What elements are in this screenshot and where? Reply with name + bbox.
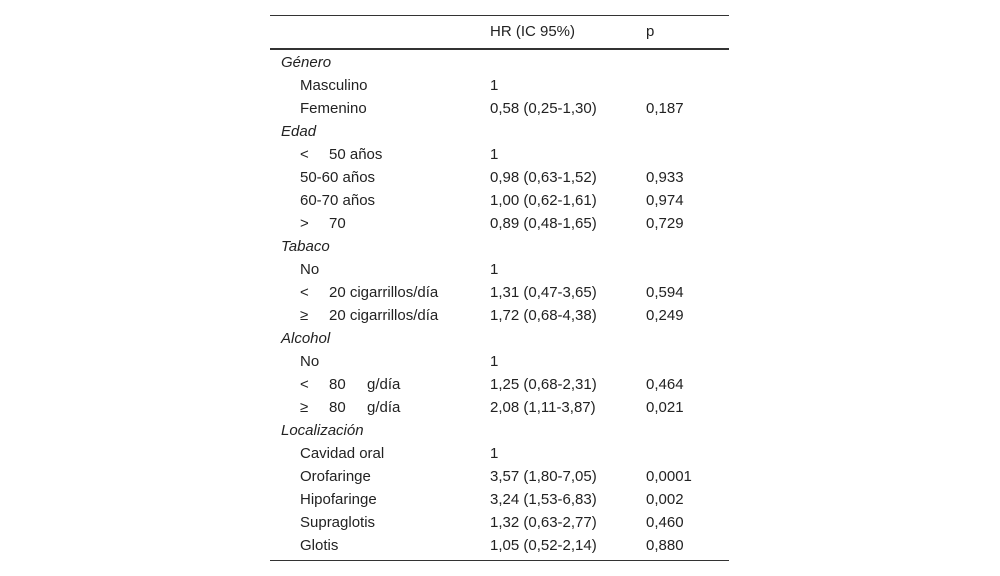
row-hr: 1 — [490, 445, 499, 462]
row-label: Hipofaringe — [300, 491, 377, 508]
table-row — [270, 465, 729, 488]
row-hr: 0,89 (0,48-1,65) — [490, 215, 597, 232]
hazard-ratio-table — [270, 15, 729, 561]
group-label: Localización — [281, 422, 364, 439]
row-p: 0,002 — [646, 491, 684, 508]
group-label: Edad — [281, 123, 317, 140]
row-hr: 1,31 (0,47-3,65) — [490, 284, 597, 301]
row-hr: 1 — [490, 353, 499, 370]
row-p: 0,933 — [646, 169, 684, 186]
comparison-symbol: < — [300, 146, 309, 163]
table-row — [270, 74, 729, 97]
row-label: 20 cigarrillos/día — [329, 284, 439, 301]
table-row — [270, 488, 729, 511]
row-label: Femenino — [300, 100, 367, 117]
comparison-symbol: < — [300, 284, 309, 301]
header-hr: HR (IC 95%) — [490, 23, 576, 40]
row-p: 0,0001 — [646, 468, 692, 485]
row-hr: 3,24 (1,53-6,83) — [490, 491, 597, 508]
table-group-row — [270, 327, 729, 350]
table-row — [270, 281, 729, 304]
row-p: 0,464 — [646, 376, 684, 393]
group-label: Alcohol — [281, 330, 331, 347]
group-label: Género — [281, 54, 332, 71]
table-group-row — [270, 51, 729, 74]
row-p: 0,594 — [646, 284, 684, 301]
row-p: 0,187 — [646, 100, 684, 117]
table-row — [270, 511, 729, 534]
row-label: Supraglotis — [300, 514, 376, 531]
table-row — [270, 396, 729, 419]
row-label: Orofaringe — [300, 468, 371, 485]
row-hr: 2,08 (1,11-3,87) — [490, 399, 596, 416]
table-row — [270, 258, 729, 281]
row-variable — [300, 189, 375, 212]
table-group-row — [270, 120, 729, 143]
threshold-value: 80 — [329, 399, 346, 416]
table-row — [270, 534, 729, 557]
comparison-symbol: > — [300, 215, 309, 232]
row-hr: 1,32 (0,63-2,77) — [490, 514, 597, 531]
table-row — [270, 143, 729, 166]
row-variable — [300, 442, 384, 465]
row-variable — [300, 373, 400, 396]
table-row — [270, 166, 729, 189]
row-hr: 1,25 (0,68-2,31) — [490, 376, 597, 393]
row-variable — [300, 258, 319, 281]
row-variable — [300, 97, 367, 120]
row-hr: 1 — [490, 77, 499, 94]
row-p: 0,729 — [646, 215, 684, 232]
table-row — [270, 212, 729, 235]
row-label: 60-70 años — [300, 192, 376, 209]
table-body — [270, 50, 729, 560]
row-variable — [300, 465, 371, 488]
table-row — [270, 97, 729, 120]
row-label: No — [300, 261, 320, 278]
comparison-symbol: ≥ — [300, 307, 309, 324]
row-hr: 3,57 (1,80-7,05) — [490, 468, 597, 485]
row-variable — [300, 281, 438, 304]
row-hr: 1,00 (0,62-1,61) — [490, 192, 597, 209]
row-p: 0,021 — [646, 399, 684, 416]
comparison-symbol: ≥ — [300, 399, 309, 416]
row-label: Glotis — [300, 537, 339, 554]
threshold-value: 80 — [329, 376, 346, 393]
row-variable — [300, 304, 438, 327]
row-p: 0,974 — [646, 192, 684, 209]
group-label: Tabaco — [281, 238, 330, 255]
row-label: g/día — [367, 399, 401, 416]
row-variable — [300, 212, 346, 235]
table-row — [270, 189, 729, 212]
row-p: 0,460 — [646, 514, 684, 531]
row-p: 0,249 — [646, 307, 684, 324]
row-p: 0,880 — [646, 537, 684, 554]
table-bottom-rule — [270, 560, 729, 561]
row-variable — [300, 74, 368, 97]
table-row — [270, 373, 729, 396]
table-row — [270, 442, 729, 465]
table-header-row — [270, 16, 729, 48]
row-hr: 0,58 (0,25-1,30) — [490, 100, 597, 117]
row-hr: 1,72 (0,68-4,38) — [490, 307, 597, 324]
row-label: Masculino — [300, 77, 368, 94]
row-variable — [300, 534, 338, 557]
row-label: Cavidad oral — [300, 445, 385, 462]
row-variable — [300, 396, 400, 419]
row-variable — [300, 166, 375, 189]
row-label: 50 años — [329, 146, 383, 163]
row-variable — [300, 511, 375, 534]
row-variable — [300, 143, 382, 166]
comparison-symbol: < — [300, 376, 309, 393]
table-group-row — [270, 419, 729, 442]
row-label: No — [300, 353, 320, 370]
table-row — [270, 350, 729, 373]
row-label: 20 cigarrillos/día — [329, 307, 439, 324]
row-label: 70 — [329, 215, 346, 232]
row-hr: 1 — [490, 261, 499, 278]
row-variable — [300, 488, 377, 511]
row-label: 50-60 años — [300, 169, 376, 186]
row-label: g/día — [367, 376, 401, 393]
table-group-row — [270, 235, 729, 258]
row-hr: 1,05 (0,52-2,14) — [490, 537, 597, 554]
table-row — [270, 304, 729, 327]
row-hr: 1 — [490, 146, 499, 163]
row-hr: 0,98 (0,63-1,52) — [490, 169, 597, 186]
header-p: p — [646, 23, 655, 40]
row-variable — [300, 350, 319, 373]
